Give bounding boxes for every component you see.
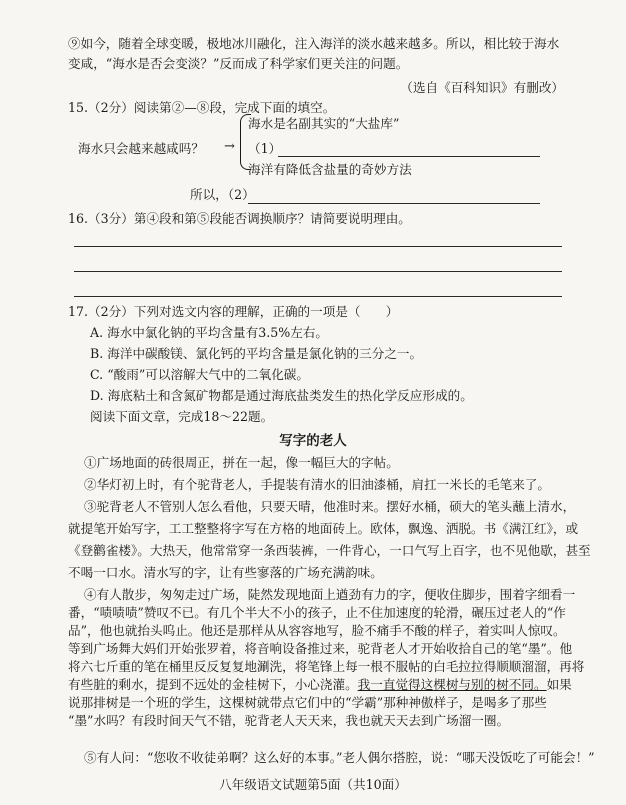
article-p4-line: ④有人散步，匆匆走过广场，陡然发现地面上遒劲有力的字，便收住脚步，围着字细看一 [84,587,576,602]
article-p5: ⑤有人问：“您收不收徒弟啊？这么好的本事。”老人偶尔搭腔，说：“哪天没饭吃了可能会！” [84,750,595,765]
q15-stem: 15.（2分）阅读第②—⑧段，完成下面的填空。 [68,100,336,115]
page-footer: 八年级语文试题第5面（共10面） [219,777,407,792]
q17-option-c[interactable]: C. “酸雨”可以溶解大气中的二氧化碳。 [90,367,309,382]
q16-answer-line-1[interactable] [74,246,562,247]
article-p2: ②华灯初上时，有个驼背老人，手提装有清水的旧油漆桶，肩扛一米长的毛笔来了。 [84,477,550,492]
article-p4-continuation: 如果 [546,677,572,692]
article-p4-tail-line: 说那排树是一个班的学生，这棵树就带点它们中的“学霸”那种神傲样子，是喝多了那些 [68,695,547,710]
article-title: 写字的老人 [279,433,347,449]
article-p1: ①广场地面的砖很周正，拼在一起，像一幅巨大的字帖。 [84,455,399,470]
q16-stem: 16.（3分）第④段和第⑤段能否调换顺序？请简要说明理由。 [68,211,411,226]
q17-option-b[interactable]: B. 海洋中碳酸镁、氯化钙的平均含量是氯化钠的三分之一。 [90,346,423,361]
reading-intro: 阅读下面文章，完成18～22题。 [90,409,274,424]
article-p3-line: 《登鹳雀楼》。大热天，他常常穿一条西装裤，一件背心，一口气写上百字，也不见他歇，甚至 [68,543,591,558]
q16-answer-line-2[interactable] [74,271,562,272]
q15-conclusion-label: 所以，（2） [190,187,255,202]
para9-line2: 变咸，“海水是否会变淡？”反而成了科学家们更关注的问题。 [68,56,409,71]
q15-branch2-label: （1） [248,141,282,156]
q15-answer-blank-1[interactable] [278,156,540,157]
article-p3-line: ③驼背老人不管别人怎么看他，只要天晴，他准时来。摆好水桶，硕大的笔头蘸上清水， [84,499,576,514]
article-p4-line-with-underline [68,677,572,693]
article-p3-line: 不喝一口水。清水写的字，让有些寥落的广场充满韵味。 [68,565,383,580]
arrow-icon: → [224,139,235,154]
article-p3-line: 就提笔开始写字，工工整整将字写在方格的地面砖上。欧体，飘逸、洒脱。书《满江红》，或 [68,521,579,536]
article-p4-text: 有些脏的剩水，提到不远处的金桂树下，小心浇灌。 [68,677,358,692]
q17-stem: 17.（2分）下列对选文内容的理解，正确的一项是（ ） [68,304,399,319]
article-p4-line: 等到广场舞大妈们开始张罗着，将音响设备推过来，驼背老人才开始收拾自己的笔“墨”。他 [68,641,573,656]
article-p4-line: 番，“啧啧啧”赞叹不已。有几个半大不小的孩子，止不住加速度的轮滑，碾压过老人的“作 [68,605,566,620]
q15-answer-blank-2[interactable] [248,203,540,204]
para9-line1: ⑨如今，随着全球变暖，极地冰川融化，注入海洋的淡水越来越多。所以，相比较于海水 [68,36,560,51]
q15-branch3: 海洋有降低含盐量的奇妙方法 [248,162,412,177]
q17-option-a[interactable]: A. 海水中氯化钠的平均含量有3.5%左右。 [90,325,329,340]
q15-branch1: 海水是名副其实的“大盐库” [248,116,400,131]
source-note: （选自《百科知识》有删改） [400,80,564,95]
q15-left-label: 海水只会越来越咸吗？ [78,141,204,156]
q16-answer-line-3[interactable] [74,296,562,297]
underlined-sentence: 我一直觉得这棵树与别的树不同。 [357,677,547,692]
article-p4-tail-line: “墨”水吗？有段时间天气不错，驼背老人天天来，我也就天天去到广场溜一圈。 [68,713,510,728]
article-p4-line: 品”，他也就抬头呜止。他还是那样从从容容地写，脸不痛手不酸的样子，着实叫人惊叹。 [68,623,566,638]
q17-option-d[interactable]: D. 海底粘土和含氮矿物都是通过海底盐类发生的热化学反应形成的。 [90,388,473,403]
article-p4-line: 将六七斤重的笔在桶里反反复复地涮洗，将笔锋上每一根不服帖的白毛拉拉得顺顺溜溜，再将 [68,659,585,674]
